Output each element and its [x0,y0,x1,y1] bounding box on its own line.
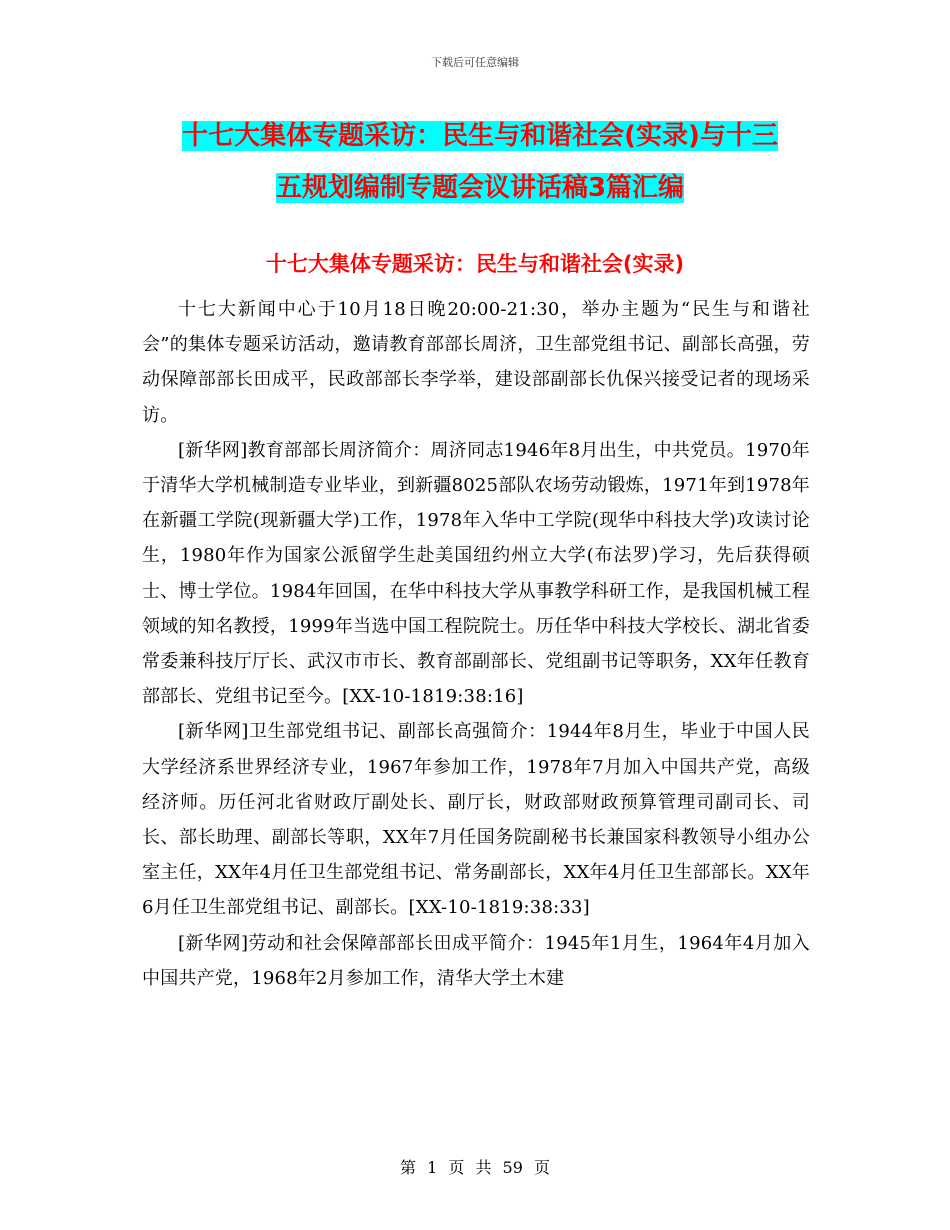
paragraph: [新华网]劳动和社会保障部部长田成平简介：1945年1月生，1964年4月加入中国共产党，1968年2月参加工作，清华大学土木建 [142,932,810,989]
paragraph: [新华网]教育部部长周济简介：周济同志1946年8月出生，中共党员。1970年于清华大学机械制造专业毕业，到新疆8025部队农场劳动锻炼，1971年到1978年在新疆工学院(现新疆大学)工作，1978年入华中工学院(现华中科技大学)攻读讨论生，1980年作为国家公派留学生赴美国纽约州立大学(布法罗)学习，先后获得硕士、博士学位。1984年回国，在华中科技大学从事教学科研工作，是我国机械工程领域的知名教授，1999年当选中国工程院院士。历任华中科技大学校长、湖北省委常委兼科技厅厅长、武汉市市长、教育部副部长、党组副书记等职务，XX年任教育部部长、党组书记至今。[XX-10-1819:38:16] [142,439,810,708]
section-heading: 十七大集体专题采访：民生与和谐社会(实录) [265,252,685,276]
header-note: 下载后可任意编辑 [431,56,519,69]
paragraph: 十七大新闻中心于10月18日晚20:00-21:30，举办主题为“民生与和谐社会”的集体专题采访活动，邀请教育部部长周济，卫生部党组书记、副部长高强，劳动保障部部长田成平，民政部部长李学举，建设部副部长仇保兴接受记者的现场采访。 [142,299,810,426]
document-title-line-2: 五规划编制专题会议讲话稿3篇汇编 [275,173,685,203]
paragraph: [新华网]卫生部党组书记、副部长高强简介：1944年8月生，毕业于中国人民大学经济系世界经济专业，1967年参加工作，1978年7月加入中国共产党，高级经济师。历任河北省财政厅副处长、副厅长，财政部财政预算管理司副司长、司长、部长助理、副部长等职，XX年7月任国务院副秘书长兼国家科教领导小组办公室主任，XX年4月任卫生部党组书记、常务副部长，XX年4月任卫生部部长。XX年6月任卫生部党组书记、副部长。[XX-10-1819:38:33] [142,721,810,919]
document-title-line-1: 十七大集体专题采访：民生与和谐社会(实录)与十三 [182,121,778,151]
body-text [142,292,810,996]
page-footer: 第 1 页 共 59 页 [400,1158,550,1177]
document-title [150,110,810,214]
